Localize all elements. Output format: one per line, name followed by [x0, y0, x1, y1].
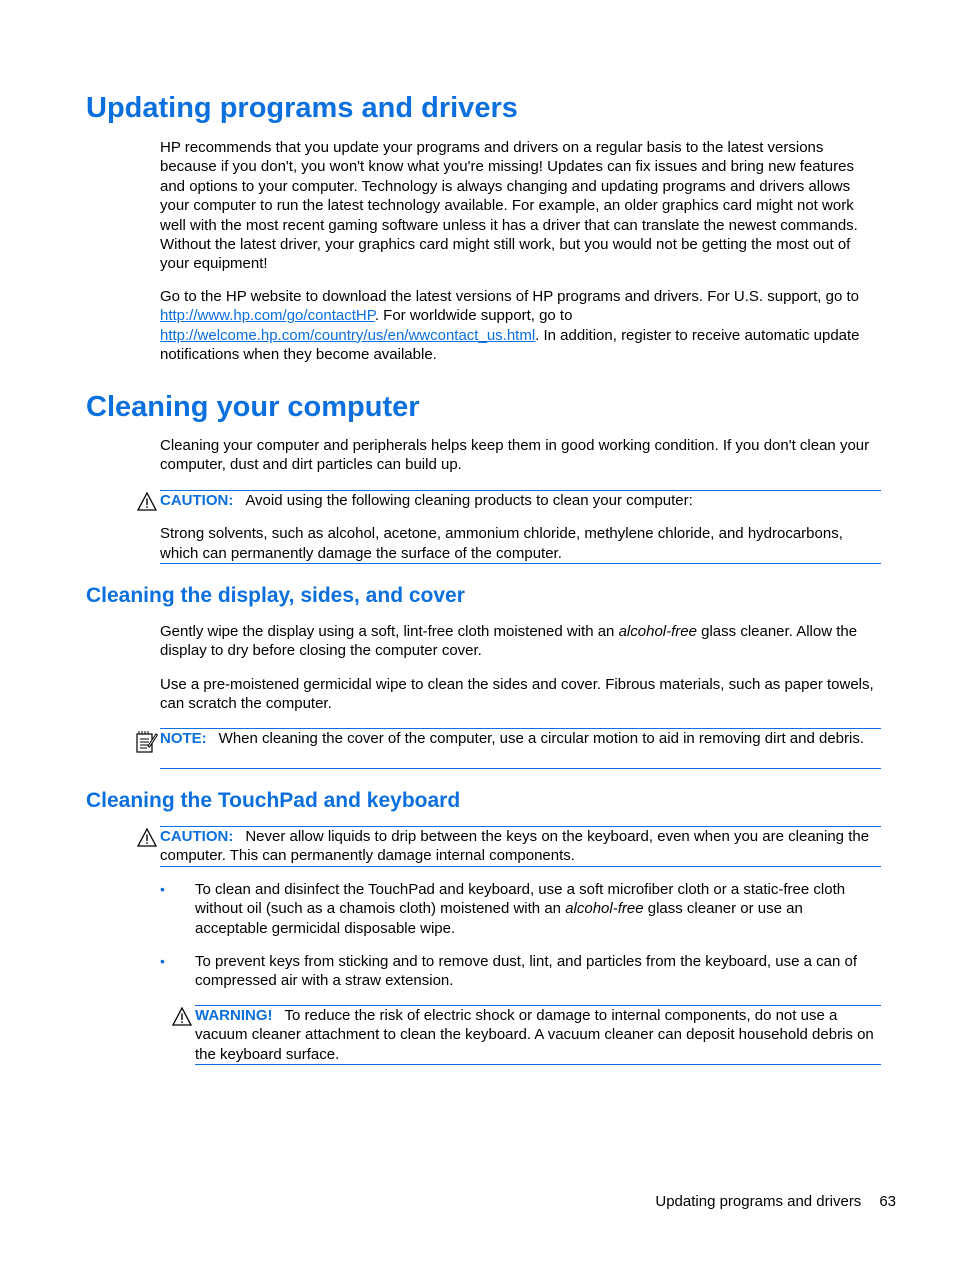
bullet1-text-b: glass cleaner or use an acceptable germicidal disposable wipe. — [195, 900, 803, 937]
note-cleaning-cover — [160, 728, 881, 769]
display-paragraph-2: Use a pre-moistened germicidal wipe to clean the sides and cover. Fibrous materials, such as paper towels, can scratch the computer. — [160, 676, 874, 713]
heading-cleaning-computer: Cleaning your computer — [86, 391, 420, 423]
caution-text: Avoid using the following cleaning products to clean your computer: — [245, 492, 693, 509]
caution-label: CAUTION: — [160, 492, 234, 509]
bullet1-text-a: To clean and disinfect the TouchPad and keyboard, use a soft microfiber cloth or a static-free cloth without oil (such as a chamois cloth) moistened with an — [195, 881, 846, 918]
note-label: NOTE: — [160, 730, 207, 747]
heading-cleaning-display: Cleaning the display, sides, and cover — [86, 584, 465, 607]
warning-triangle-icon — [172, 1007, 192, 1026]
page-number: 63 — [879, 1193, 896, 1210]
caution-text: Never allow liquids to drip between the keys on the keyboard, even when you are cleaning the computer. This can permanently damage internal components. — [160, 828, 870, 865]
worldwide-support-link[interactable]: http://welcome.hp.com/country/us/en/wwcontact_us.html — [160, 326, 536, 344]
page-footer — [560, 1192, 896, 1211]
caution-cleaning-products — [160, 490, 881, 564]
contact-hp-link[interactable]: http://www.hp.com/go/contactHP — [160, 307, 375, 325]
caution-detail: Strong solvents, such as alcohol, acetone, ammonium chloride, methylene chloride, and hydrocarbons, which can permanently damage the surface of the computer. — [160, 525, 843, 562]
warning-label: WARNING! — [195, 1007, 273, 1024]
heading-updating-programs: Updating programs and drivers — [86, 92, 518, 124]
list-bullet: • — [160, 881, 165, 897]
note-pad-icon — [136, 730, 158, 753]
warning-triangle-icon — [137, 828, 157, 847]
warning-text: To reduce the risk of electric shock or damage to internal components, do not use a vacuum cleaner attachment to clean the keyboard. A vacuum cleaner can deposit household debris on the keyboard surface. — [195, 1007, 874, 1063]
list-item-compressed-air: To prevent keys from sticking and to remove dust, lint, and particles from the keyboard, use a can of compressed air with a straw extension. — [195, 953, 857, 990]
updating-paragraph-1: HP recommends that you update your programs and drivers on a regular basis to the latest versions because if you don't, you won't know what you're missing! Updates can fix issues and bring new features and options to your computer. Technology is always changing and updating programs and drivers allows your computer to run the latest technology available. For example, an older graphics card might not work well with the most recent gaming software unless it has a driver that can translate the newest commands. Without the latest driver, your graphics card might still work, but you would not be getting the most out of your equipment! — [160, 139, 858, 273]
note-text: When cleaning the cover of the computer, use a circular motion to aid in removing dirt and debris. — [218, 730, 865, 747]
heading-cleaning-touchpad: Cleaning the TouchPad and keyboard — [86, 789, 461, 812]
updating-p2-text-c: . In addition, register to receive automatic update notifications when they become available. — [160, 326, 860, 364]
list-item-touchpad-cleaning — [195, 880, 879, 938]
caution-liquids — [160, 826, 881, 867]
display-p1-emphasis: alcohol-free — [618, 623, 697, 640]
display-paragraph-1 — [160, 622, 882, 661]
list-bullet: • — [160, 953, 165, 969]
cleaning-paragraph: Cleaning your computer and peripherals helps keep them in good working condition. If you don't clean your computer, dust and dirt particles can build up. — [160, 437, 870, 474]
display-p1-text-a: Gently wipe the display using a soft, lint-free cloth moistened with an — [160, 623, 619, 640]
footer-section-title: Updating programs and drivers — [655, 1193, 862, 1210]
updating-paragraph-2 — [160, 287, 882, 365]
bullet1-emphasis: alcohol-free — [565, 900, 644, 918]
warning-vacuum-cleaner — [195, 1005, 881, 1065]
caution-label: CAUTION: — [160, 828, 234, 845]
display-p1-text-b: glass cleaner. Allow the display to dry before closing the computer cover. — [160, 623, 858, 660]
updating-p2-text-a: Go to the HP website to download the latest versions of HP programs and drivers. For U.S. support, go to — [160, 288, 859, 305]
warning-triangle-icon — [137, 492, 157, 511]
updating-p2-text-b: . For worldwide support, go to — [374, 307, 573, 325]
